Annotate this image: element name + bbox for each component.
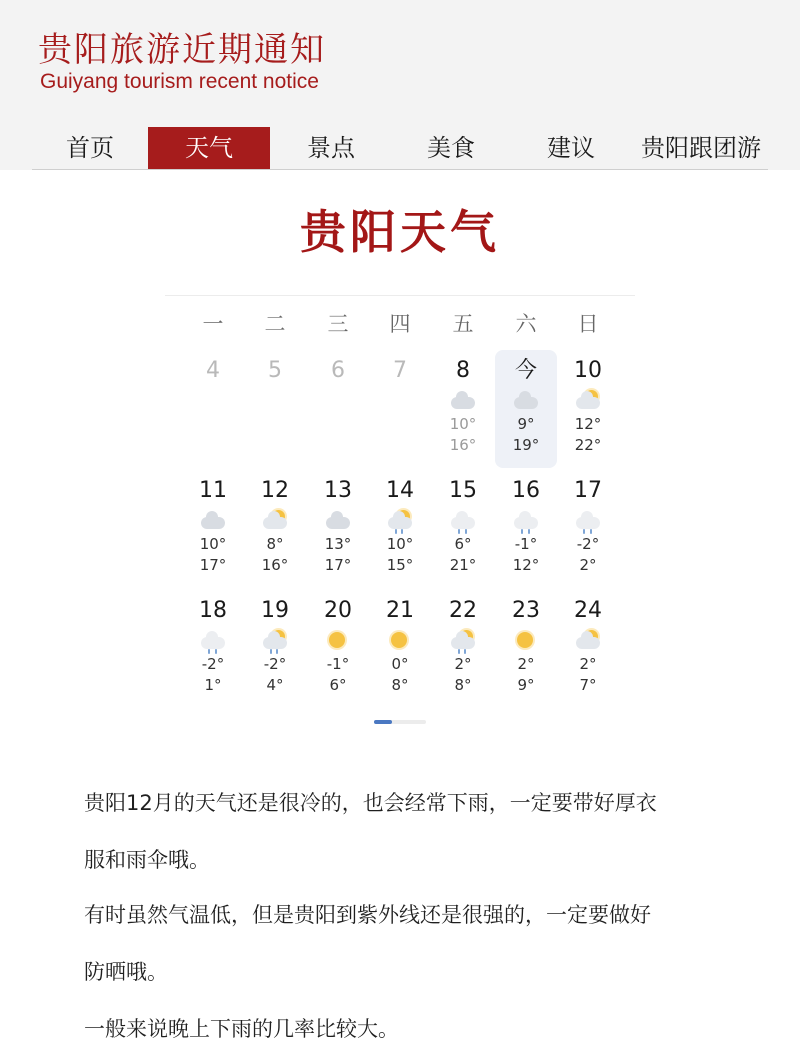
day-number: 4: [206, 358, 220, 383]
temp-low: -1°: [514, 535, 538, 553]
paragraph: 一般来说晚上下雨的几率比较大。: [84, 1017, 399, 1041]
calendar-day[interactable]: [432, 356, 494, 474]
site-subtitle: Guiyang tourism recent notice: [40, 70, 319, 93]
temp-low: 10°: [449, 415, 477, 433]
calendar-day[interactable]: [307, 356, 369, 474]
day-number: 10: [574, 358, 602, 383]
temp-high: 9°: [517, 676, 535, 694]
temp-high: 15°: [386, 556, 414, 574]
weekday-label: 一: [202, 312, 224, 336]
temp-high: 16°: [449, 436, 477, 454]
nav-attractions[interactable]: 景点: [307, 134, 355, 162]
temp-high: 21°: [449, 556, 477, 574]
calendar-day[interactable]: [369, 356, 431, 474]
temp-high: 17°: [324, 556, 352, 574]
temp-high: 6°: [329, 676, 347, 694]
calendar-day[interactable]: [182, 356, 244, 474]
temp-low: -2°: [263, 655, 287, 673]
partly-sunny-icon: [260, 510, 290, 532]
page-indicator-active: [374, 720, 392, 724]
temp-low: 9°: [517, 415, 535, 433]
day-number: 23: [512, 598, 540, 623]
day-number: 22: [449, 598, 477, 623]
sun-rain-icon: [385, 510, 415, 532]
temp-low: 2°: [517, 655, 535, 673]
temp-low: 8°: [266, 535, 284, 553]
day-number: 16: [512, 478, 540, 503]
calendar-day[interactable]: [244, 356, 306, 474]
temp-low: 12°: [574, 415, 602, 433]
weekday-label: 四: [389, 312, 411, 336]
day-number: 13: [324, 478, 352, 503]
weekday-label: 五: [452, 312, 474, 336]
day-number: 5: [268, 358, 282, 383]
temp-low: -2°: [201, 655, 225, 673]
temp-low: -2°: [576, 535, 600, 553]
weekday-label: 日: [577, 312, 599, 336]
calendar-day[interactable]: [495, 476, 557, 594]
nav-advice[interactable]: 建议: [547, 134, 595, 162]
nav-food[interactable]: 美食: [427, 134, 475, 162]
day-number: 今: [514, 358, 537, 383]
day-number: 20: [324, 598, 352, 623]
day-number: 24: [574, 598, 602, 623]
sun-rain-icon: [448, 630, 478, 652]
calendar-day[interactable]: [244, 476, 306, 594]
site-title: 贵阳旅游近期通知: [38, 30, 326, 70]
cloudy-icon: [448, 390, 478, 412]
temp-high: 7°: [579, 676, 597, 694]
calendar-day[interactable]: [557, 596, 619, 714]
partly-sunny-icon: [573, 630, 603, 652]
calendar-day[interactable]: [432, 596, 494, 714]
temp-low: 2°: [454, 655, 472, 673]
paragraph: 贵阳12月的天气还是很冷的，也会经常下雨，一定要带好厚衣: [84, 791, 657, 815]
calendar-day[interactable]: [182, 596, 244, 714]
site-header: [0, 0, 800, 170]
day-number: 11: [199, 478, 227, 503]
temp-high: 4°: [266, 676, 284, 694]
paragraph: 有时虽然气温低，但是贵阳到紫外线还是很强的，一定要做好: [84, 903, 651, 927]
calendar-day[interactable]: [369, 476, 431, 594]
day-number: 15: [449, 478, 477, 503]
temp-high: 19°: [512, 436, 540, 454]
temp-high: 1°: [204, 676, 222, 694]
day-number: 17: [574, 478, 602, 503]
calendar-day[interactable]: [495, 596, 557, 714]
temp-low: 10°: [386, 535, 414, 553]
day-number: 12: [261, 478, 289, 503]
calendar-day[interactable]: [369, 596, 431, 714]
partly-sunny-icon: [573, 390, 603, 412]
sunny-icon: [323, 630, 353, 652]
calendar-day[interactable]: [244, 596, 306, 714]
day-number: 21: [386, 598, 414, 623]
rain-icon: [573, 510, 603, 532]
temp-high: 8°: [454, 676, 472, 694]
calendar-day[interactable]: [182, 476, 244, 594]
rain-icon: [198, 630, 228, 652]
temp-high: 16°: [261, 556, 289, 574]
page-indicator[interactable]: [374, 720, 426, 724]
calendar-day[interactable]: [432, 476, 494, 594]
divider: [165, 295, 635, 296]
temp-low: 10°: [199, 535, 227, 553]
temp-low: 0°: [391, 655, 409, 673]
cloudy-icon: [323, 510, 353, 532]
calendar-day[interactable]: [495, 356, 557, 474]
temp-low: -1°: [326, 655, 350, 673]
sunny-icon: [385, 630, 415, 652]
temp-high: 12°: [512, 556, 540, 574]
main-nav: [32, 127, 768, 170]
rain-icon: [511, 510, 541, 532]
calendar-day[interactable]: [307, 596, 369, 714]
cloudy-icon: [511, 390, 541, 412]
calendar-day[interactable]: [307, 476, 369, 594]
temp-low: 6°: [454, 535, 472, 553]
day-number: 6: [331, 358, 345, 383]
nav-group-tour[interactable]: 贵阳跟团游: [641, 134, 761, 162]
paragraph: 防晒哦。: [84, 960, 168, 984]
temp-high: 2°: [579, 556, 597, 574]
temp-low: 2°: [579, 655, 597, 673]
temp-high: 8°: [391, 676, 409, 694]
sunny-icon: [511, 630, 541, 652]
nav-home[interactable]: 首页: [66, 134, 114, 162]
weekday-label: 二: [264, 312, 286, 336]
day-number: 14: [386, 478, 414, 503]
day-number: 19: [261, 598, 289, 623]
cloudy-icon: [198, 510, 228, 532]
calendar-day[interactable]: [557, 356, 619, 474]
weekday-label: 六: [515, 312, 537, 336]
day-number: 7: [393, 358, 407, 383]
calendar-day[interactable]: [557, 476, 619, 594]
rain-icon: [448, 510, 478, 532]
temp-high: 17°: [199, 556, 227, 574]
day-number: 18: [199, 598, 227, 623]
page-title: 贵阳天气: [300, 205, 500, 259]
nav-weather[interactable]: 天气: [148, 127, 270, 169]
weekday-label: 三: [327, 312, 349, 336]
temp-high: 22°: [574, 436, 602, 454]
day-number: 8: [456, 358, 470, 383]
sun-rain-icon: [260, 630, 290, 652]
temp-low: 13°: [324, 535, 352, 553]
paragraph: 服和雨伞哦。: [84, 848, 210, 872]
